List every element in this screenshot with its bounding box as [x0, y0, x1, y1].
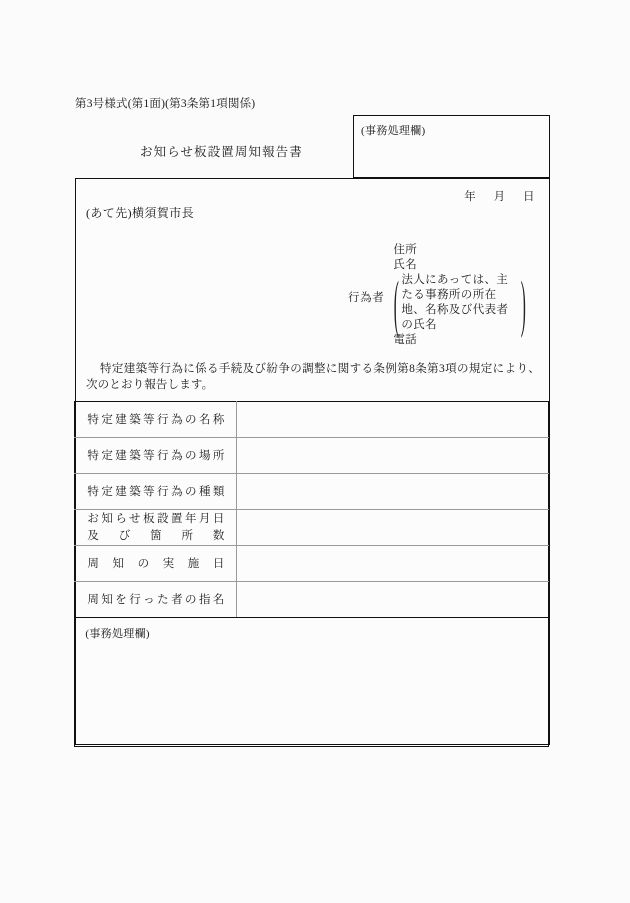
table-row [75, 438, 549, 474]
row-label-text: 特定建築等行為の種類 [87, 485, 225, 498]
actor-corporate-note [393, 267, 527, 339]
table-row [75, 546, 549, 582]
row-label-text: 周知の実施日 [87, 557, 225, 570]
office-use-box-bottom [74, 617, 549, 747]
row-label-text: 特定建築等行為の場所 [87, 449, 225, 462]
table-row [75, 474, 549, 510]
actor-corporate-note-text: 法人にあっては、主たる事務所の所在地、名称及び代表者の氏名 [401, 274, 509, 331]
row-label-cell [75, 474, 237, 510]
actor-address-label: 住所 [393, 244, 418, 256]
row-label-text-line2: 及び箇所数 [87, 530, 225, 542]
page-title: お知らせ板設置周知報告書 [140, 145, 303, 159]
table-row [75, 510, 549, 546]
row-label-text: 特定建築等行為の名称 [87, 413, 225, 426]
row-value-cell[interactable] [237, 402, 549, 438]
actor-fields [393, 243, 527, 348]
row-label-cell [75, 510, 237, 546]
actor-label: 行為者 [348, 291, 385, 304]
form-number-heading: 第3号様式(第1面)(第3条第1項関係) [75, 98, 256, 110]
date-year-label: 年 [464, 191, 477, 203]
date-month-label: 月 [493, 191, 506, 203]
statute-statement: 特定建築等行為に係る手続及び紛争の調整に関する条例第8条第3項の規定により、次のとおり報告します。 [86, 363, 540, 391]
addressee-line: (あて先)横須賀市長 [86, 206, 194, 220]
row-label-cell [75, 402, 237, 438]
row-value-cell[interactable] [237, 582, 549, 618]
row-label-cell [75, 546, 237, 582]
brace-close-icon: ) [521, 267, 527, 339]
row-value-cell[interactable] [237, 510, 549, 546]
row-value-cell[interactable] [237, 438, 549, 474]
row-label-text-line1: お知らせ板設置年月日 [87, 513, 225, 525]
main-form-frame [75, 178, 550, 745]
row-label-text: 周知を行った者の指名 [87, 593, 225, 606]
row-label-cell [75, 582, 237, 618]
brace-open-icon: ( [394, 267, 400, 339]
date-day-label: 日 [523, 191, 535, 203]
actor-name-label: 氏名 [393, 259, 418, 271]
form-header-region [76, 179, 549, 401]
row-value-cell[interactable] [237, 546, 549, 582]
actor-phone-label: 電話 [393, 334, 418, 346]
report-items-table [74, 401, 549, 618]
actor-information-block [348, 243, 527, 348]
table-row [75, 402, 549, 438]
office-use-label-bottom: (事務処理欄) [85, 628, 150, 640]
row-value-cell[interactable] [237, 474, 549, 510]
office-use-label-top: (事務処理欄) [361, 125, 426, 137]
table-row [75, 582, 549, 618]
row-label-cell [75, 438, 237, 474]
office-use-box-top [353, 115, 550, 178]
